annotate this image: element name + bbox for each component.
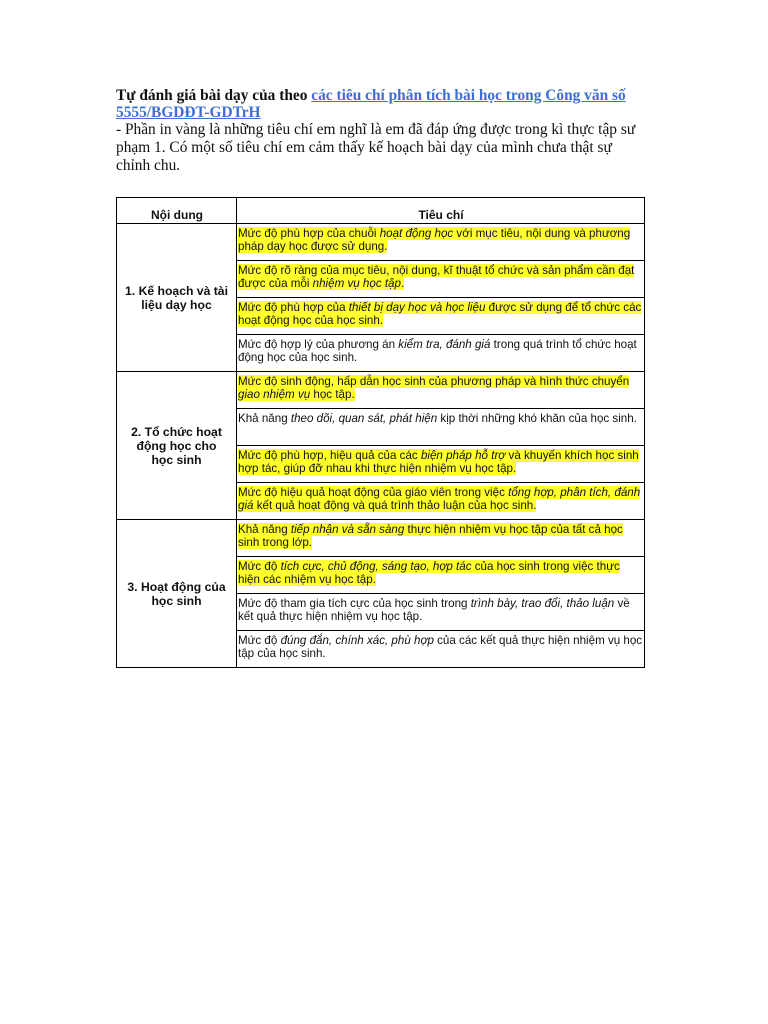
criterion-emphasis: hoạt động học [379, 227, 454, 240]
criterion-cell [237, 557, 645, 594]
criterion-emphasis: trình bày, trao đổi, thảo luận [470, 597, 615, 610]
criterion-text [238, 634, 642, 660]
criterion-emphasis: kiểm tra, đánh giá [398, 338, 491, 351]
criterion-cell [237, 446, 645, 483]
criterion-fragment: . [400, 277, 405, 291]
criterion-text-highlighted [238, 264, 634, 290]
page-heading [116, 87, 648, 121]
group-label: 3. Hoạt động của học sinh [117, 520, 237, 668]
criterion-fragment: Mức độ phù hợp, hiệu quả của các [238, 449, 421, 462]
criterion-fragment: Khả năng [238, 412, 291, 425]
criterion-fragment: về kết quả thực hiện nhiệm vụ học tập. [238, 597, 630, 624]
criterion-fragment: kịp thời những khó khăn của học sinh. [437, 412, 637, 425]
criterion-fragment: Mức độ phù hợp của [238, 301, 349, 314]
criterion-text [238, 412, 637, 425]
criterion-emphasis: giao nhiệm vụ [238, 388, 311, 402]
criterion-emphasis: tổng hợp, phân tích, đánh giá [238, 486, 641, 513]
criterion-cell [237, 298, 645, 335]
criterion-fragment: Mức độ [238, 634, 281, 647]
criterion-cell [237, 409, 645, 446]
criterion-text-highlighted [238, 301, 641, 327]
criterion-emphasis: theo dõi, quan sát, phát hiện [290, 412, 438, 425]
criterion-fragment: Mức độ [238, 560, 281, 573]
criterion-fragment: của các kết quả thực hiện nhiệm vụ học tập của học sinh. [238, 634, 643, 661]
criterion-cell [237, 372, 645, 409]
criterion-fragment: học tập. [310, 388, 355, 402]
header-noi-dung: Nội dung [117, 198, 237, 224]
criterion-fragment: được sử dụng để tổ chức các hoạt động học của học sinh. [238, 301, 642, 328]
criterion-fragment: Mức độ hợp lý của phương án [238, 338, 399, 351]
criterion-text-highlighted [238, 486, 640, 512]
criteria-table [116, 197, 645, 668]
criterion-emphasis: thiết bị dạy học và học liệu [348, 301, 486, 314]
intro-paragraph: - Phần in vàng là những tiêu chí em nghĩ là em đã đáp ứng được trong kì thực tập sư phạm 1. Có một số tiêu chí em cảm thấy kế hoạch bài dạy của mình chưa thật sự chỉnh chu. [116, 121, 636, 174]
table-row [117, 520, 645, 557]
table-body [117, 224, 645, 668]
criterion-text [238, 597, 630, 623]
criterion-cell [237, 520, 645, 557]
criterion-cell [237, 335, 645, 372]
criterion-fragment: với mục tiêu, nội dung và phương pháp dạy học được sử dụng. [238, 227, 631, 254]
criterion-cell [237, 224, 645, 261]
criterion-fragment: thực hiện nhiệm vụ học tập của tất cả học sinh trong lớp. [238, 523, 623, 550]
criterion-cell [237, 631, 645, 668]
criterion-text-highlighted [238, 375, 629, 401]
criterion-emphasis: nhiệm vụ học tập [312, 277, 401, 291]
criterion-emphasis: đúng đắn, chính xác, phù hợp [280, 634, 434, 647]
table-row [117, 224, 645, 261]
criterion-fragment: Mức độ hiệu quả hoạt động của giáo viên trong việc [238, 486, 509, 499]
criterion-cell [237, 483, 645, 520]
criterion-emphasis: tiếp nhận và sẵn sàng [290, 523, 405, 536]
criterion-fragment: Mức độ phù hợp của chuỗi [238, 227, 380, 240]
criterion-fragment: Mức độ rõ ràng của mục tiêu, nội dung, kĩ thuật tổ chức và sản phẩm cần đạt được của mỗi [238, 264, 635, 291]
criterion-fragment: và khuyến khích học sinh hợp tác, giúp đỡ nhau khi thực hiện nhiệm vụ học tập. [238, 449, 639, 476]
criterion-cell [237, 261, 645, 298]
criterion-text-highlighted [238, 560, 620, 586]
header-tieu-chi: Tiêu chí [237, 198, 645, 224]
table-row [117, 372, 645, 409]
criterion-emphasis: biện pháp hỗ trợ [420, 449, 506, 462]
group-label: 2. Tổ chức hoạt động học cho học sinh [117, 372, 237, 520]
criterion-fragment: của học sinh trong việc thực hiện các nhiệm vụ học tập. [238, 560, 620, 587]
criterion-fragment: kết quả hoạt động và quá trình thảo luận của học sinh. [253, 499, 537, 513]
document-body [116, 87, 648, 175]
heading-text: Tự đánh giá bài dạy của theo [116, 87, 312, 104]
criterion-fragment: Mức độ tham gia tích cực của học sinh trong [238, 597, 471, 610]
criterion-text [238, 338, 637, 364]
criterion-fragment: Khả năng [238, 523, 291, 536]
criterion-fragment: Mức độ sinh động, hấp dẫn học sinh của phương pháp và hình thức chuyển [238, 375, 630, 388]
criterion-cell [237, 594, 645, 631]
criterion-fragment: trong quá trình tổ chức hoạt động học của học sinh. [238, 338, 637, 365]
criteria-link[interactable]: các tiêu chí phân tích bài học trong Công văn số 5555/BGDĐT-GDTrH [116, 87, 626, 121]
criterion-text-highlighted [238, 227, 630, 253]
group-label: 1. Kế hoạch và tài liệu dạy học [117, 224, 237, 372]
table-header-row [117, 198, 645, 224]
criterion-emphasis: tích cực, chủ động, sáng tạo, hợp tác [280, 560, 472, 573]
criterion-text-highlighted [238, 523, 623, 549]
criterion-text-highlighted [238, 449, 639, 475]
